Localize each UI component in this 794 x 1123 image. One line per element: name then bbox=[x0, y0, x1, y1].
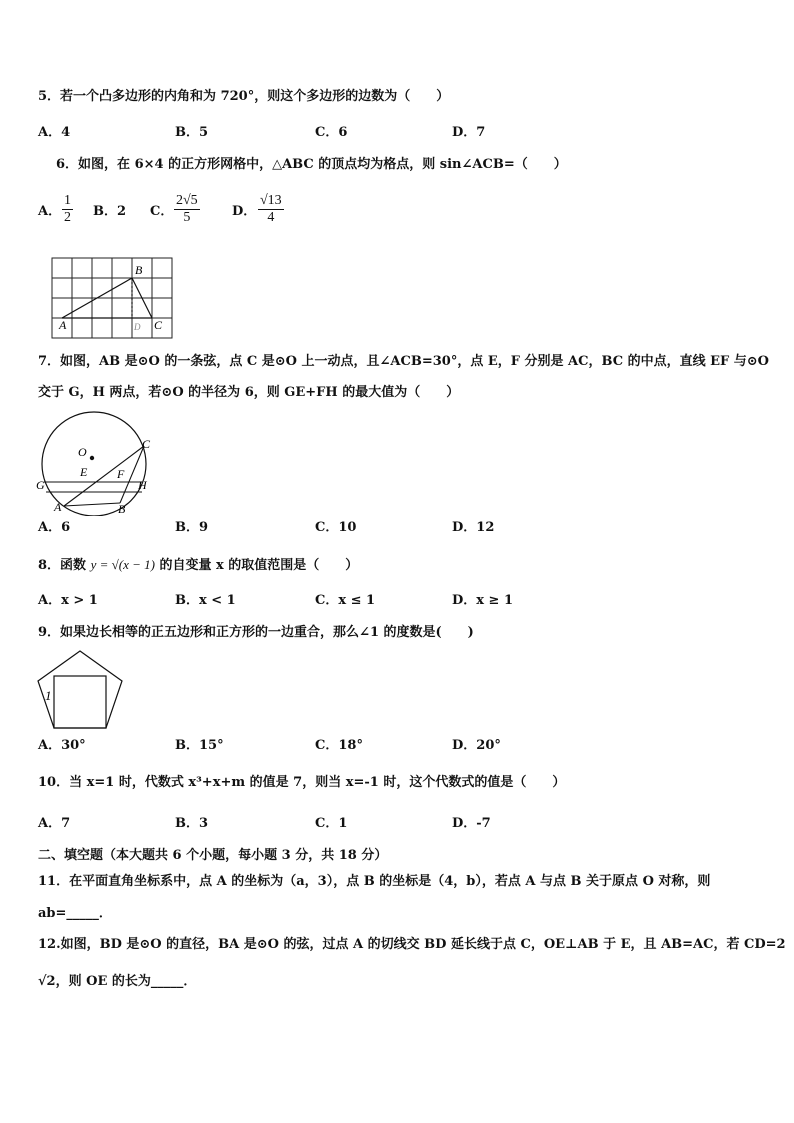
q6-option-d-denominator: 4 bbox=[267, 210, 275, 225]
q6-option-d-numerator: √13 bbox=[260, 193, 282, 208]
q6-option-b: B．2 bbox=[93, 204, 127, 219]
q8-option-b: B．x < 1 bbox=[175, 593, 236, 608]
q9-option-d: D．20° bbox=[452, 738, 501, 753]
label-b: B bbox=[118, 502, 126, 516]
label-e: E bbox=[80, 465, 88, 479]
q6-option-a-denominator: 2 bbox=[64, 210, 71, 225]
q6-option-a-numerator: 1 bbox=[64, 193, 71, 208]
q7-stem-line2: 交于 G，H 两点，若⊙O 的半径为 6，则 GE+FH 的最大值为（ ） bbox=[38, 385, 460, 400]
q10-stem: 10．当 x=1 时，代数式 x³+x+m 的值是 7，则当 x=-1 时，这个代数式的值是（ ） bbox=[38, 775, 566, 790]
q12-line2: √2，则 OE 的长为_____． bbox=[38, 974, 197, 989]
q8-stem-suffix: 的自变量 x 的取值范围是（ ） bbox=[159, 558, 359, 573]
q9-option-c: C．18° bbox=[315, 738, 363, 753]
q10-option-c: C．1 bbox=[315, 816, 348, 831]
q10-option-d: D．-7 bbox=[452, 816, 491, 831]
q8-stem bbox=[38, 556, 358, 575]
q7-option-b: B．9 bbox=[175, 520, 209, 535]
q7-option-d: D．12 bbox=[452, 520, 495, 535]
label-h: H bbox=[138, 478, 147, 492]
angle-1-label: 1 bbox=[45, 688, 52, 703]
chords bbox=[44, 446, 144, 506]
q5-option-d: D．7 bbox=[452, 125, 486, 140]
q5-option-b: B．5 bbox=[175, 125, 209, 140]
label-b: B bbox=[135, 263, 143, 277]
q6-stem: 6．如图，在 6×4 的正方形网格中，△ABC 的顶点均为格点，则 sin∠ACB=（ ） bbox=[56, 157, 567, 172]
q9-stem: 9．如果边长相等的正五边形和正方形的一边重合，那么∠1 的度数是( ) bbox=[38, 625, 474, 640]
label-a: A bbox=[59, 318, 67, 332]
q8-option-a: A．x > 1 bbox=[38, 593, 98, 608]
q12-line1: 12.如图，BD 是⊙O 的直径，BA 是⊙O 的弦，过点 A 的切线交 BD 延长线于点 C，OE⊥AB 于 E，且 AB=AC，若 CD=2 bbox=[38, 937, 786, 952]
q8-option-d: D．x ≥ 1 bbox=[452, 593, 514, 608]
label-c: C bbox=[154, 318, 163, 332]
label-g: G bbox=[36, 478, 45, 492]
q6-option-d-label: D． bbox=[232, 204, 257, 219]
q11-line2: ab=_____． bbox=[38, 906, 112, 921]
q8-option-c: C．x ≤ 1 bbox=[315, 593, 376, 608]
q6-option-c-fraction bbox=[174, 193, 200, 226]
q7-option-a: A．6 bbox=[38, 520, 71, 535]
square bbox=[54, 676, 106, 728]
q11-line1: 11．在平面直角坐标系中，点 A 的坐标为（a，3），点 B 的坐标是（4，b），若点 A 与点 B 关于原点 O 对称，则 bbox=[38, 874, 711, 889]
q6-option-a-fraction bbox=[62, 193, 73, 226]
q8-formula: y = √(x − 1) bbox=[90, 557, 155, 572]
label-d: D bbox=[134, 322, 141, 332]
label-a: A bbox=[54, 500, 62, 514]
q7-stem-line1: 7．如图，AB 是⊙O 的一条弦，点 C 是⊙O 上一动点，且∠ACB=30°，点 E，F 分别是 AC，BC 的中点，直线 EF 与⊙O bbox=[38, 354, 769, 369]
q6-grid-figure bbox=[48, 254, 180, 340]
q6-option-c-label: C． bbox=[150, 204, 174, 219]
q9-option-b: B．15° bbox=[175, 738, 224, 753]
q8-stem-prefix: 8．函数 bbox=[38, 558, 87, 573]
q6-option-a-label: A． bbox=[38, 204, 62, 219]
q6-option-c-denominator: 5 bbox=[183, 210, 191, 225]
q5-option-a: A．4 bbox=[38, 125, 71, 140]
q10-option-b: B．3 bbox=[175, 816, 209, 831]
q9-option-a: A．30° bbox=[38, 738, 86, 753]
label-f: F bbox=[117, 467, 125, 481]
label-c: C bbox=[142, 437, 151, 451]
q6-option-d-fraction bbox=[258, 193, 284, 226]
q9-pentagon-figure bbox=[34, 648, 126, 732]
q10-option-a: A．7 bbox=[38, 816, 71, 831]
center-o bbox=[90, 456, 94, 460]
q5-option-c: C．6 bbox=[315, 125, 348, 140]
q7-option-c: C．10 bbox=[315, 520, 357, 535]
q7-circle-figure bbox=[34, 408, 158, 516]
section-heading: 二、填空题（本大题共 6 个小题，每小题 3 分，共 18 分） bbox=[38, 848, 388, 863]
q6-option-c-numerator: 2√5 bbox=[176, 193, 198, 208]
label-o: O bbox=[78, 445, 87, 459]
q5-stem: 5．若一个凸多边形的内角和为 720°，则这个多边形的边数为（ ） bbox=[38, 89, 450, 104]
